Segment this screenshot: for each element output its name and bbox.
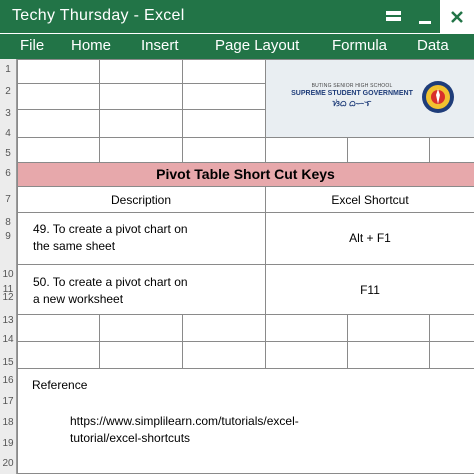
menu-insert[interactable]: Insert bbox=[141, 37, 179, 54]
row-number[interactable]: 1 bbox=[5, 64, 11, 75]
header-description[interactable]: Description bbox=[110, 193, 172, 207]
entry-description-line1[interactable]: 49. To create a pivot chart on bbox=[33, 222, 188, 236]
row-number[interactable]: 12 bbox=[2, 292, 14, 303]
window-controls bbox=[378, 0, 474, 33]
entry-description-line1[interactable]: 50. To create a pivot chart on bbox=[33, 275, 188, 289]
menu-data[interactable]: Data bbox=[417, 37, 449, 54]
restore-icon bbox=[385, 9, 403, 25]
row-headers bbox=[0, 59, 17, 474]
entry-shortcut[interactable]: Alt + F1 bbox=[349, 231, 391, 245]
sheet-title: Pivot Table Short Cut Keys bbox=[156, 166, 335, 182]
close-icon bbox=[449, 9, 465, 25]
row-number[interactable]: 14 bbox=[2, 334, 14, 345]
title-bar bbox=[0, 0, 474, 33]
row-number[interactable]: 3 bbox=[5, 108, 11, 119]
row-number[interactable]: 2 bbox=[5, 86, 11, 97]
reference-label[interactable]: Reference bbox=[32, 378, 88, 392]
row-number[interactable]: 9 bbox=[5, 231, 11, 242]
entry-description-line2[interactable]: the same sheet bbox=[33, 239, 116, 253]
org-name: SUPREME STUDENT GOVERNMENT bbox=[291, 90, 413, 97]
close-button[interactable] bbox=[440, 0, 474, 33]
row-number[interactable]: 13 bbox=[2, 315, 14, 326]
menu-bar bbox=[0, 33, 474, 59]
entry-shortcut[interactable]: F11 bbox=[360, 283, 380, 297]
minimize-icon bbox=[417, 9, 433, 25]
row-number[interactable]: 5 bbox=[5, 148, 11, 159]
minimize-button[interactable] bbox=[409, 0, 440, 33]
row-number[interactable]: 17 bbox=[2, 396, 14, 407]
menu-page-layout[interactable]: Page Layout bbox=[215, 37, 300, 54]
row-number[interactable]: 7 bbox=[5, 194, 11, 205]
row-number[interactable]: 20 bbox=[2, 458, 14, 469]
ssg-logo-text bbox=[287, 83, 417, 109]
row-number[interactable]: 11 bbox=[2, 284, 14, 295]
menu-formula[interactable]: Formula bbox=[332, 37, 388, 54]
row-number[interactable]: 4 bbox=[5, 128, 11, 139]
row-number[interactable]: 10 bbox=[2, 269, 14, 280]
worksheet-grid[interactable] bbox=[17, 59, 474, 474]
row-number[interactable]: 19 bbox=[2, 438, 14, 449]
row-number[interactable]: 18 bbox=[2, 417, 14, 428]
restore-button[interactable] bbox=[378, 0, 409, 33]
header-shortcut[interactable]: Excel Shortcut bbox=[331, 193, 409, 207]
reference-url-line1[interactable]: https://www.simplilearn.com/tutorials/excel- bbox=[70, 414, 299, 428]
row-number[interactable]: 15 bbox=[2, 357, 14, 368]
row-number[interactable]: 8 bbox=[5, 217, 11, 228]
school-seal-icon bbox=[421, 80, 455, 114]
school-name: BUTING SENIOR HIGH SCHOOL bbox=[311, 83, 393, 89]
entry-description-line2[interactable]: a new worksheet bbox=[33, 292, 124, 306]
window-title: Techy Thursday - Excel bbox=[12, 7, 185, 24]
baybayin-text: ᜐᜒᜊ ᜊᜑᜎ bbox=[332, 99, 372, 108]
row-number[interactable]: 6 bbox=[5, 168, 11, 179]
reference-url-line2[interactable]: tutorial/excel-shortcuts bbox=[70, 431, 191, 445]
row-number[interactable]: 16 bbox=[2, 375, 14, 386]
menu-file[interactable]: File bbox=[20, 37, 45, 54]
menu-home[interactable]: Home bbox=[71, 37, 112, 54]
